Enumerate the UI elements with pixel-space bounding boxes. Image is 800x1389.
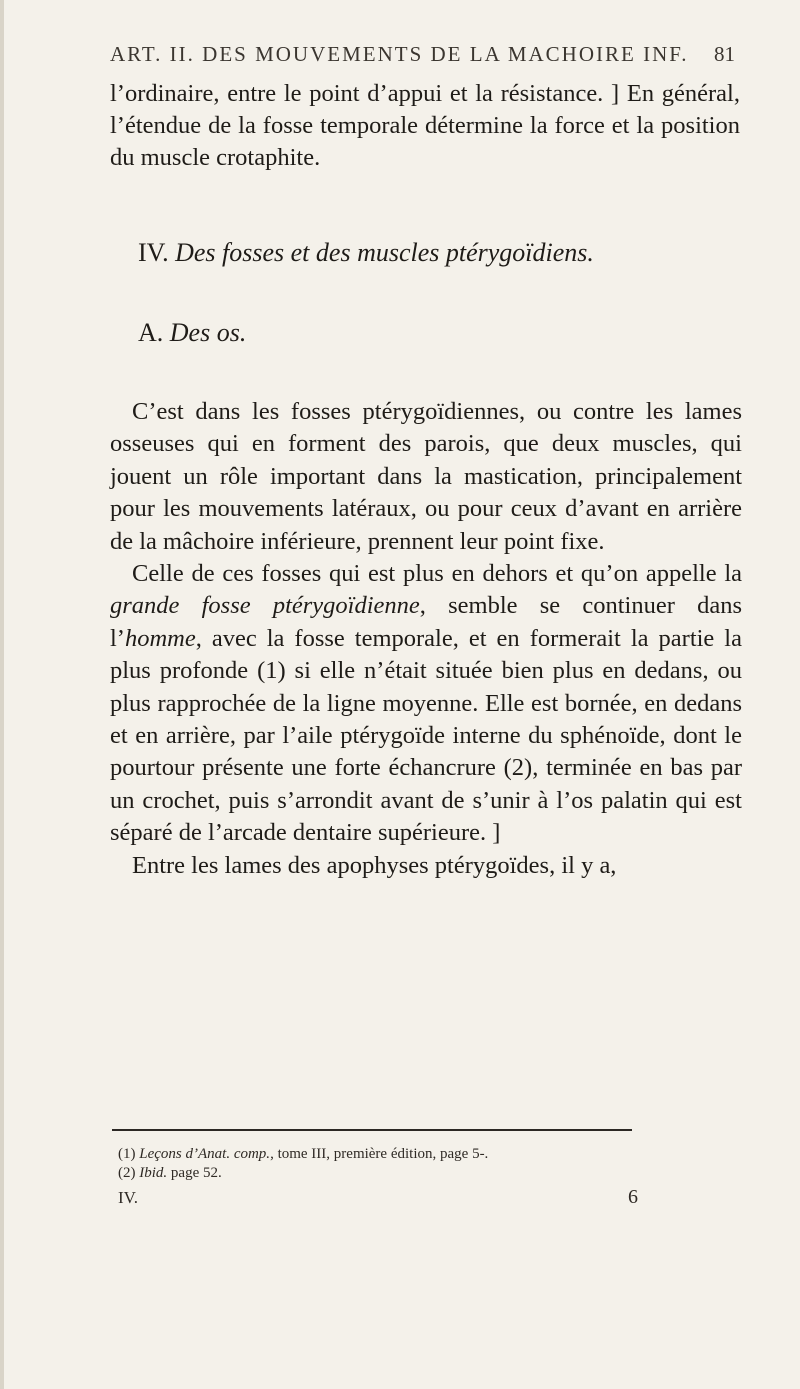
paragraph-2 xyxy=(110,558,742,850)
page-number: 81 xyxy=(714,42,735,66)
page-edge xyxy=(0,0,4,1389)
opening-paragraph: l’ordinaire, entre le point d’appui et la résistance. ] En général, l’étendue de la fosse temporale détermine la force et la position du muscle crotaphite. xyxy=(110,80,740,171)
footnote-2-title: Ibid. xyxy=(139,1165,168,1181)
paragraph-1: C’est dans les fosses ptérygoïdiennes, ou contre les lames osseuses qui en forment des parois, que deux muscles, qui jouent un rôle important dans la mastication, principalement pour les mouvements latéraux, ou pour ceux d’avant en arrière de la mâchoire inférieure, prennent leur point fixe. xyxy=(110,398,742,555)
paragraph-2-emphasis-1: grande fosse ptérygoïdienne xyxy=(110,592,420,620)
paragraph-3: Entre les lames des apophyses ptérygoïdes, il y a, xyxy=(132,851,617,879)
section-heading xyxy=(138,238,594,268)
body-text xyxy=(110,396,742,882)
paragraph-2-start: Celle de ces fosses qui est plus en dehors et qu’on appelle la xyxy=(132,560,742,588)
footnote-2-mark: (2) xyxy=(118,1165,136,1181)
paragraph-2-end: , avec la fosse temporale, et en formerait la partie la plus profonde (1) si elle n’était située bien plus en dedans, ou plus rapprochée de la ligne moyenne. Elle est bornée, en dedans et en arrière, par l’aile ptérygoïde interne du sphénoïde, dont le pourtour présente une forte échancrure (2), terminée en bas par un crochet, puis s’arrondit avant de s’unir à l’os palatin qui est séparé de l’arcade dentaire supérieure. ] xyxy=(110,624,742,847)
volume-signature: IV. xyxy=(118,1188,138,1207)
footnote-1 xyxy=(118,1145,748,1164)
footnote-rule xyxy=(112,1129,632,1131)
paragraph-2-middle: , semble se continuer dans l’ xyxy=(110,592,742,652)
signature-mark: 6 xyxy=(628,1186,638,1208)
subsection-heading xyxy=(138,318,246,348)
footnote-1-title: Leçons d’Anat. comp. xyxy=(139,1146,271,1162)
running-head-title: ART. II. DES MOUVEMENTS DE LA MACHOIRE INF. xyxy=(110,42,689,66)
opening-lines xyxy=(110,78,740,174)
footnote-1-mark: (1) xyxy=(118,1146,136,1162)
footnotes xyxy=(118,1145,748,1183)
subsection-letter: A. xyxy=(138,318,164,347)
footnote-2 xyxy=(118,1164,748,1183)
footnote-1-text: , tome III, première édition, page 5-. xyxy=(270,1146,489,1162)
running-head xyxy=(110,42,735,67)
footnote-2-text: page 52. xyxy=(167,1165,222,1181)
paragraph-2-emphasis-2: homme xyxy=(124,624,196,652)
section-number: IV. xyxy=(138,238,169,267)
subsection-title: Des os. xyxy=(169,318,247,347)
section-title: Des fosses et des muscles ptérygoïdiens. xyxy=(175,238,594,267)
